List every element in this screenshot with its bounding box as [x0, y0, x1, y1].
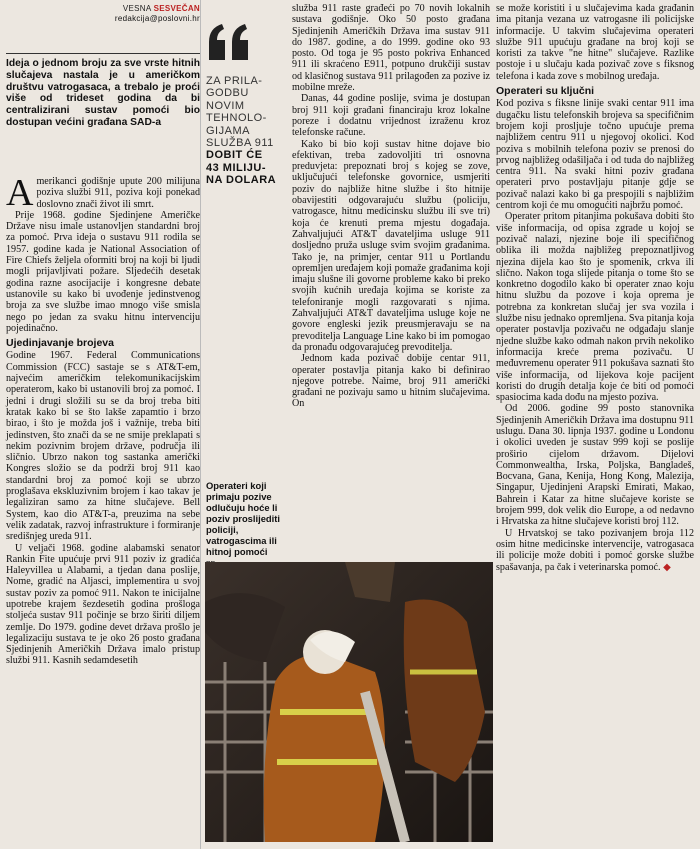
paragraph: služba 911 raste građeći po 70 novih lokalnih sustava godišnje. Oko 50 posto građana Sjedinjenih Američkih Država ima sustav 911 do 1987. godine, a do 1999. godine oko 93 posto. Od toga je 95 posto pokriva Enhanced 911 ili skraćeno E911, potpuno drukčiji sustav od klasičnog sustava 911 prilagođen za pozive iz mobilne mreže.: [292, 3, 490, 94]
drop-cap: A: [6, 172, 34, 214]
paragraph: Kako bi bio koji sustav hitne dojave bio efektivan, treba zadovoljiti tri osnovna preduvjeta: prepoznati broj s kojeg se zove, uključujući telefonske govornice, usmjeriti poziv do najbliže hitne službe i što hitnije obavijestiti odgovarajuću službu (policiju, vatrogasce, hitnu medicinsku službu ili sve tri) koja će krenuti prema mjestu događaja. Zahvaljujući AT&T davateljima usluge 911 dosljedno pruža usluge svim svojim građanima. Tako je, na primjer, centar 911 u Portlandu opremljen uređajem koji pomaže građanima koji imaju slušne ili govorne probleme kako bi preko svojih kućnih uređaja kojima se koriste za telefoniranje mogli razgovarati s njima. Zahvaljujući AT&T davateljima usluge koje ne govore engleski jezik preusmjeravaju se na prevoditelja Language Line kako bi im pomogao da pronađu odgovarajućeg prevoditelja.: [292, 138, 490, 353]
paragraph: U Hrvatskoj se tako pozivanjem broja 112 osim hitne medicinske intervencije, vatrogasaca ili policije može dobiti i pomoć gorske službe spašavanja, pa čak i veterinarska pomoć. ◆: [496, 527, 694, 573]
column-1: [6, 172, 200, 667]
subheading: Ujedinjavanje brojeva: [6, 337, 114, 350]
author-email: redakcija@poslovni.hr: [114, 14, 200, 23]
author-name: VESNA SESVEČAN: [122, 4, 200, 13]
column-2: [292, 3, 490, 410]
paragraph: Jednom kada pozivač dobije centar 911, operater postavlja pitanja kako bi definirao njegove potrebe. Naime, broj 911 američki građani ne pozivaju samo u hitnim slučajevima. On: [292, 353, 490, 410]
subheading: Operateri su ključni: [496, 85, 595, 98]
article-lead: Ideja o jednom broju za sve vrste hitnih slučajeva nastala je u američkom društvu vatrogasaca, a trebalo je proći više od trideset godina da bi centralizirani sustav pomoći bio dostupan većini građana SAD-a: [6, 58, 200, 128]
photo-caption: Operateri koji primaju pozive odlučuju hoće li poziv proslijediti policiji, vatrogascima ili hitnoj pomoći: [206, 480, 286, 570]
end-mark-icon: ◆: [663, 561, 671, 573]
paragraph: se može koristiti i u slučajevima kada građanin ima pitanja vezana uz vatrogasne ili policijske informacije. U takvim slučajevima operateri službe 911 upućuju građane na broj koji se koristi za takve "ne hitne" slučajeve. Razlike postoje i u slučaju kada pozivač zove s fiksnog telefona i kada zove s mobilnog uređaja.: [496, 3, 694, 82]
byline: [100, 4, 200, 24]
quote-mark-icon: [206, 22, 256, 62]
pull-quote: ZA PRILA- GODBU NOVIM TEHNOLO- GIJAMA SLUŽBA 911 DOBIT ĆE 43 MILIJU- NA DOLARA: [206, 75, 277, 187]
column-3: [496, 3, 694, 573]
paragraph: Kod poziva s fiksne linije svaki centar 911 ima dugačku listu telefonskih brojeva sa specifičnim brojem koji prosljuje točno upućuje prema najbližem centru 911 u njegovoj okolici. Kod poziva s mobilnih telefona poziv se prenosi do prvog najbližeg odašiljača i od tuda do najbližeg centra 911. Na svaki hitni poziv građana operateri prvo postavljaju pitanje gdje se pozivač nalazi kako bi ga prespojili s najbližim centrom koji će mu omogućiti najbržu pomoć.: [496, 98, 694, 212]
paragraph: Od 2006. godine 99 posto stanovnika Sjedinjenih Američkih Država ima dostupnu 911 uslugu. Dana 30. lipnja 1937. godine u Londonu i okolici uveden je sustav 999 koji se poslije proširio cijelom državom. Dijelovi Commonwealtha, Irska, Poljska, Bangladeš, Bocvana, Gana, Kenija, Hong Kong, Malezija, Singapur, Ujedinjeni Arapski Emirati, Makao, Bahrein i Katar za hitne slučajeve koriste se brojem 999, dok velik dio Europe, a od nedavno i Hrvatska za hitne slučajeve koristi broj 112.: [496, 403, 694, 528]
firefighters-photo: [205, 562, 493, 842]
paragraph: Danas, 44 godine poslije, svima je dostupan broj 911 koji građani financiraju kroz lokalne poreze i dodatnu vrijednost izraženu kroz telefonske račune.: [292, 93, 490, 139]
paragraph: Prije 1968. godine Sjedinjene Američke Države nisu imale ustanovljen standardni broj za pomoć. Prva ideja o sustavu 911 rodila se 1957. godine kada je National Association of Fire Chiefs željela oformiti broj na koji bi ljudi mogli prijavljivati požare. Sljedećih desetak godina razne asocijacije i kongresne debate ustanovile su kako bi uvođenje jedinstvenog broja za sve službe imao mnogo više smisla nego po jedan za svaku hitnu intervenciju pojedinačno.: [6, 209, 200, 334]
paragraph: U veljači 1968. godine alabamski senator Rankin Fite upućuje prvi 911 poziv iz gradića Haleyvillea u Alabami, a tjedan dana poslije, Nome, gradić na Aljasci, implementira u svoj sustav poziv za pomoć 911. Nakon te inicijalne upotrebe krajem šezdesetih godina prošloga stoljeća sustav 911 počinje se brzo širiti diljem zemlje. Do 1979. godine devet država prošlo je legalizaciju sustava te je oko 26 posto građana Sjedinjenih Američkih Država imalo pristup službi 911. Kasnih sedamdesetih: [6, 542, 200, 667]
paragraph: Godine 1967. Federal Communications Commission (FCC) sastaje se s AT&T-em, najvećim američkim telekomunikacijskim operaterom, kako bi ustanovili broj za pomoć. I jedni i drugi složili su se da broj treba biti kratak kako bi se što lakše zapamtio i brzo birao, i što je možda još i važnije, treba biti jedinstven, što znači da se ne smije preklapati s nekim pozivnim brojem države, područja ili sličnio. Ubrzo nakon tog sastanka američki Kongres složio se da podrži broj 911 kao standardni broj za pomoć koji se ubrzo proglašava ekskluzivnim brojem i kao takav je legaliziran samo za hitne slučajeve. Bell System, kao dio AT&T-a, preuzima na sebe velik zadatak, razvoj infrastrukture i formiranje središnjeg ureda 911.: [6, 350, 200, 543]
firefighters-illustration: [205, 562, 493, 842]
paragraph: Amerikanci godišnje upute 200 milijuna poziva službi 911, poziva koji ponekad doslovno znači život ili smrt.: [6, 172, 200, 214]
column-divider: [200, 0, 201, 849]
paragraph: Operater pritom pitanjima pokušava dobiti što više informacija, od opisa zgrade u kojoj se pozivač nalazi, njezine boje ili specifičnog oblika ili možda najbližeg prepoznatljivog njezina dijela kao što je spomenik, crkva ili slično. Nakon toga slijede pitanja o tome što se konkretno dogodilo kako bi operater znao koju hitnu službu da pozove i koja oprema je potrebna za konkretan slučaj jer sva vozila i službe nisu jednako opremljena. Sva pitanja koja operater postavlja pozivaču ne odgađaju slanje njedne službe kako odmah nakon prvih nekoliko informacija kreće prema pozivaču. U međuvremenu operater 911 pokušava saznati što više informacija, od lijekova koje pacijent koristi do drugih detalja koje će biti od pomoći spasiocima kada dođu na mjesto poziva.: [496, 211, 694, 404]
lead-rule: [6, 53, 200, 54]
